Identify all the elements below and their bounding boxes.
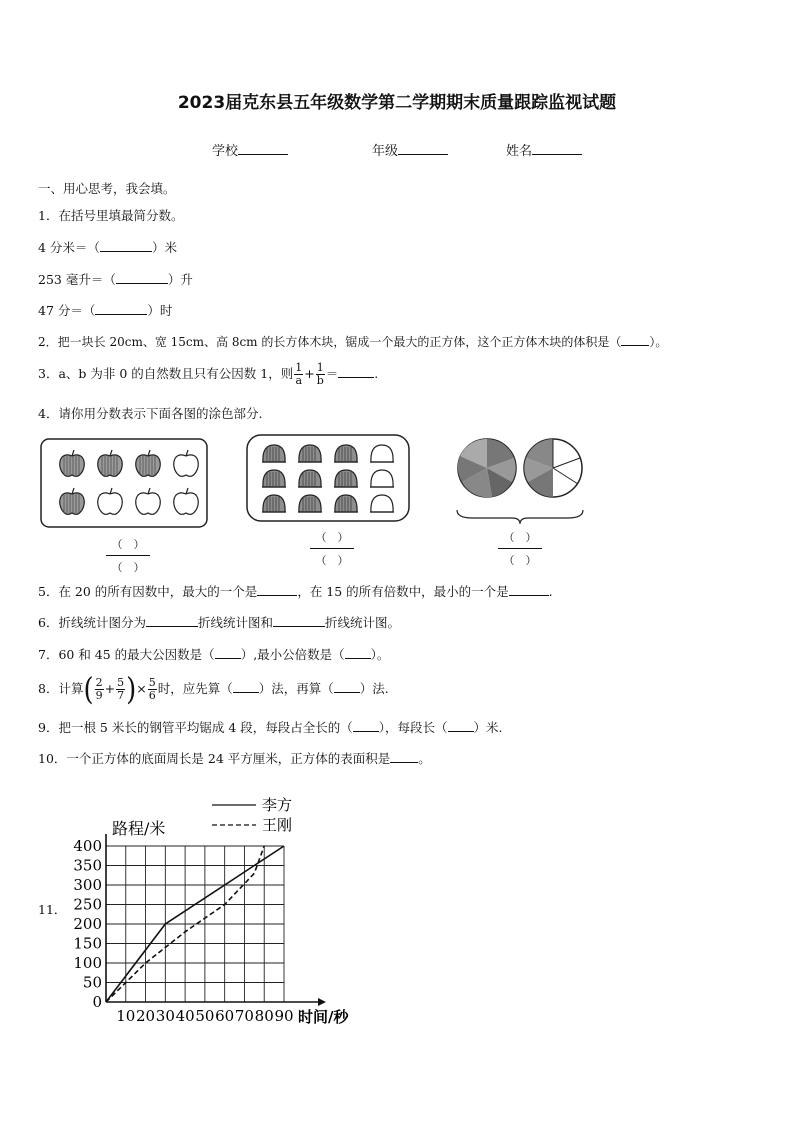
- peach-icon: [334, 470, 358, 487]
- x-tick-label: 10: [116, 1007, 136, 1025]
- q6-answer-blank-2[interactable]: [273, 614, 325, 627]
- question-text: 。: [418, 751, 431, 766]
- question-number: 4．: [38, 406, 59, 421]
- times-sign: ×: [136, 681, 147, 696]
- legend-label: 王刚: [262, 816, 293, 834]
- peach-body: [299, 495, 321, 512]
- apple-body: [136, 493, 161, 514]
- q1a-text: 4 分米＝（: [38, 240, 100, 255]
- period: .: [548, 584, 553, 599]
- question-text-end: ）。: [649, 335, 668, 349]
- y-tick-label: 200: [73, 915, 102, 933]
- y-tick-label: 300: [73, 876, 102, 894]
- grade-field[interactable]: [372, 140, 448, 159]
- question-number: 5．: [38, 584, 59, 599]
- peach-grid: [262, 445, 394, 512]
- question-text: ，在 15 的所有倍数中，最小的一个是: [297, 584, 509, 599]
- apple-icon: [60, 450, 85, 476]
- plus-sign: +: [304, 366, 315, 381]
- question-number: 9．: [38, 720, 59, 735]
- peach-icon: [334, 495, 358, 512]
- denominator: b: [316, 374, 324, 387]
- plus-sign: +: [104, 681, 116, 696]
- q8-answer-blank-2[interactable]: [334, 680, 360, 693]
- question-1c: [38, 302, 172, 319]
- question-1b: [38, 271, 193, 288]
- peach-body: [335, 445, 357, 462]
- peach-body: [335, 470, 357, 487]
- peach-icon: [298, 445, 322, 462]
- question-number: 2．: [38, 335, 58, 349]
- x-tick-label: 80: [254, 1007, 274, 1025]
- answer-numerator[interactable]: （ ）: [106, 536, 150, 556]
- x-tick-label: 90: [274, 1007, 294, 1025]
- denominator: a: [295, 374, 302, 387]
- x-tick-label: 20: [136, 1007, 156, 1025]
- chart-legend: [212, 796, 292, 834]
- divider-line: [553, 468, 578, 484]
- question-text: ）法.: [359, 681, 389, 696]
- question-text: ）。: [370, 647, 390, 662]
- question-11-number: 11．: [38, 902, 67, 917]
- circles-figure: [452, 434, 588, 526]
- q1b-answer-blank[interactable]: [116, 271, 168, 284]
- peach-body: [263, 445, 285, 462]
- legend-label: 李方: [262, 796, 293, 814]
- equals-sign: ＝: [325, 366, 339, 381]
- question-number: 10．: [38, 751, 67, 766]
- y-tick-label: 400: [73, 837, 102, 855]
- q5-answer-blank-1[interactable]: [257, 583, 297, 596]
- question-number: 7．: [38, 647, 59, 662]
- apple-icon: [174, 488, 199, 514]
- question-text: 一个正方体的底面周长是 24 平方厘米，正方体的表面积是: [66, 751, 391, 766]
- question-text: 把一块长 20cm、宽 15cm、高 8cm 的长方体木块，锯成一个最大的正方体，这个正方体木块的体积是（: [57, 335, 622, 349]
- q1b-unit: ）升: [167, 272, 193, 287]
- apple-body: [60, 493, 85, 514]
- question-number: 3．: [38, 366, 59, 381]
- question-text: 在 20 的所有因数中，最大的一个是: [58, 584, 258, 599]
- question-text: 折线统计图分为: [58, 615, 146, 630]
- y-tick-label: 150: [73, 934, 102, 953]
- apple-body: [136, 455, 161, 476]
- peach-icon: [370, 495, 394, 512]
- numerator: 1: [295, 361, 303, 374]
- numerator: 5: [148, 676, 156, 689]
- school-field[interactable]: [212, 140, 288, 159]
- peach-icon: [262, 470, 286, 487]
- peach-body: [263, 495, 285, 512]
- y-tick-label: 100: [73, 954, 102, 972]
- numerator: 1: [316, 361, 324, 374]
- x-axis-label: 时间/秒: [298, 1008, 349, 1026]
- peach-body: [371, 470, 393, 487]
- peach-body: [263, 470, 285, 487]
- peach-body: [371, 495, 393, 512]
- y-tick-label: 0: [92, 993, 102, 1011]
- numerator: 5: [117, 676, 125, 689]
- apple-grid: [60, 450, 199, 514]
- peach-icon: [298, 495, 322, 512]
- apple-icon: [98, 450, 123, 476]
- question-text: 请你用分数表示下面各图的涂色部分.: [58, 406, 263, 421]
- question-number: 6．: [38, 615, 59, 630]
- fraction-2-9: [95, 677, 104, 702]
- denominator: 6: [148, 689, 156, 702]
- q9-answer-blank-1[interactable]: [353, 719, 379, 732]
- question-number: 1．: [38, 208, 59, 223]
- apple-body: [60, 455, 85, 476]
- answer-numerator[interactable]: （ ）: [498, 529, 542, 549]
- question-6: [38, 614, 400, 631]
- apple-body: [174, 493, 199, 514]
- question-text: ）法，再算（: [258, 681, 334, 696]
- apple-icon: [98, 488, 123, 514]
- apple-icon: [60, 488, 85, 514]
- peach-box-figure: [246, 434, 412, 524]
- left-parenthesis: (: [83, 671, 94, 708]
- question-text: 把一根 5 米长的钢管平均锯成 4 段，每段占全长的（: [58, 720, 353, 735]
- brace: [457, 510, 583, 524]
- name-label: 姓名: [506, 144, 533, 159]
- q5-answer-blank-2[interactable]: [509, 583, 549, 596]
- q1a-answer-blank[interactable]: [100, 239, 152, 252]
- q10-answer-blank[interactable]: [390, 750, 418, 763]
- denominator: 9: [95, 689, 103, 702]
- x-tick-label: 60: [215, 1007, 235, 1025]
- peach-icon: [334, 445, 358, 462]
- peach-body: [299, 445, 321, 462]
- answer-denominator[interactable]: （ ）: [503, 554, 537, 567]
- question-1a: [38, 239, 177, 256]
- name-blank[interactable]: [532, 142, 582, 155]
- q2-answer-blank[interactable]: [621, 333, 649, 346]
- question-4: [38, 406, 262, 422]
- peach-icon: [262, 445, 286, 462]
- question-3: [38, 362, 378, 387]
- q6-answer-blank-1[interactable]: [146, 614, 198, 627]
- fraction-5-7: [116, 677, 125, 702]
- y-tick-label: 250: [73, 895, 102, 914]
- question-text: 折线统计图和: [197, 615, 273, 630]
- q1c-text: 47 分＝（: [38, 303, 96, 318]
- peach-body: [371, 445, 393, 462]
- q1c-unit: ）时: [147, 303, 173, 318]
- x-axis-arrow: [318, 998, 326, 1006]
- question-text: 在括号里填最简分数。: [58, 208, 184, 223]
- peach-body: [299, 470, 321, 487]
- question-text: 时，应先算（: [157, 681, 233, 696]
- y-axis-label: 路程/米: [112, 819, 166, 838]
- school-label: 学校: [212, 144, 239, 159]
- apple-icon: [136, 450, 161, 476]
- apple-box-figure: [40, 438, 210, 530]
- grade-blank[interactable]: [398, 142, 448, 155]
- question-text: ）,最小公倍数是（: [240, 647, 345, 662]
- grade-label: 年级: [372, 144, 399, 159]
- apple-icon: [136, 488, 161, 514]
- question-1: [38, 208, 183, 224]
- question-5: [38, 583, 553, 600]
- q3-answer-blank[interactable]: [338, 365, 374, 378]
- question-text: a、b 为非 0 的自然数且只有公因数 1，则: [58, 366, 294, 381]
- q1c-answer-blank[interactable]: [95, 302, 147, 315]
- question-text: 计算: [58, 681, 84, 696]
- fraction-5-6: [148, 677, 157, 702]
- apple-body: [98, 493, 123, 514]
- peach-icon: [370, 470, 394, 487]
- question-10: [38, 750, 431, 767]
- answer-denominator[interactable]: （ ）: [315, 554, 349, 567]
- page-title: 2023届克东县五年级数学第二学期期末质量跟踪监视试题: [177, 93, 617, 113]
- circle-right: [524, 439, 582, 497]
- question-text: 60 和 45 的最大公因数是（: [58, 647, 215, 662]
- circle-left: [458, 439, 516, 497]
- x-tick-label: 40: [175, 1007, 195, 1025]
- chart-axes: [106, 834, 326, 1006]
- question-2: [38, 333, 667, 350]
- figure3-answer[interactable]: [498, 529, 542, 568]
- q7-answer-blank-1[interactable]: [215, 646, 241, 659]
- question-text: ）米.: [473, 720, 503, 735]
- apple-body: [98, 455, 123, 476]
- question-text: ），每段长（: [378, 720, 448, 735]
- school-blank[interactable]: [238, 142, 288, 155]
- q7-answer-blank-2[interactable]: [345, 646, 371, 659]
- section-heading: 一、用心思考，我会填。: [38, 181, 176, 196]
- x-tick-label: 70: [234, 1007, 254, 1025]
- peach-icon: [298, 470, 322, 487]
- q9-answer-blank-2[interactable]: [448, 719, 474, 732]
- q1b-text: 253 毫升＝（: [38, 272, 116, 287]
- question-7: [38, 646, 389, 663]
- chart-grid: [106, 846, 284, 1002]
- question-9: [38, 719, 503, 736]
- answer-denominator[interactable]: （ ）: [111, 561, 145, 574]
- numerator: 2: [95, 676, 103, 689]
- apple-icon: [174, 450, 199, 476]
- x-tick-label: 30: [155, 1007, 175, 1025]
- right-parenthesis: ): [126, 671, 137, 708]
- fraction-1-over-b: [316, 362, 325, 387]
- x-tick-label: 50: [195, 1007, 215, 1025]
- apple-body: [174, 455, 199, 476]
- question-number: 8．: [38, 681, 59, 696]
- period: .: [374, 366, 379, 381]
- y-tick-label: 50: [82, 973, 102, 992]
- peach-icon: [370, 445, 394, 462]
- figure1-answer[interactable]: [106, 536, 150, 575]
- q1a-unit: ）米: [151, 240, 177, 255]
- peach-icon: [262, 495, 286, 512]
- question-text: 折线统计图。: [324, 615, 400, 630]
- divider-line: [553, 458, 580, 468]
- answer-numerator[interactable]: （ ）: [310, 529, 354, 549]
- figure2-answer[interactable]: [310, 529, 354, 568]
- y-tick-label: 350: [73, 856, 102, 875]
- question-8: [38, 672, 389, 706]
- denominator: 7: [117, 689, 125, 702]
- fraction-1-over-a: [294, 362, 303, 387]
- q8-answer-blank-1[interactable]: [233, 680, 259, 693]
- peach-body: [335, 495, 357, 512]
- distance-time-chart: [60, 790, 360, 1030]
- name-field[interactable]: [506, 140, 582, 159]
